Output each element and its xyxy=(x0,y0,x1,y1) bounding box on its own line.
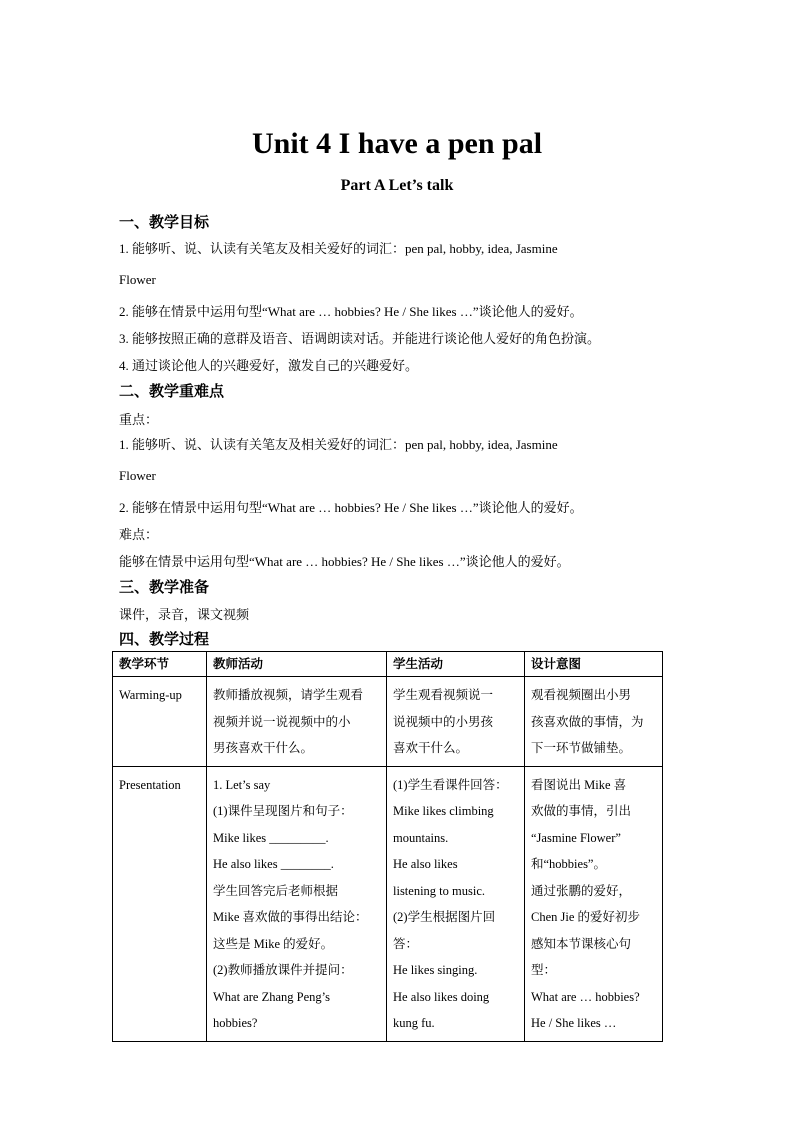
cell-line: listening to music. xyxy=(393,883,486,898)
cell-line: What are … hobbies? xyxy=(531,989,640,1004)
difficult-text: 能够在情景中运用句型“What are … hobbies? He / She likes …”谈论他人的爱好。 xyxy=(119,554,570,569)
table-row xyxy=(113,677,663,767)
objective-item: 4. 通过谈论他人的兴趣爱好，激发自己的兴趣爱好。 xyxy=(119,358,419,373)
student-cell xyxy=(387,766,525,1041)
objective-item: 2. 能够在情景中运用句型“What are … hobbies? He / She likes …”谈论他人的爱好。 xyxy=(119,304,583,319)
cell-line: 男孩喜欢干什么。 xyxy=(213,741,314,755)
cell-line: 说视频中的小男孩 xyxy=(393,714,494,729)
document-title: Unit 4 I have a pen pal xyxy=(251,127,543,160)
cell-line: What are Zhang Peng’s xyxy=(213,989,330,1004)
objective-item: 3. 能够按照正确的意群及语音、语调朗读对话。并能进行谈论他人爱好的角色扮演。 xyxy=(119,331,601,346)
cell-line: 下一环节做铺垫。 xyxy=(531,741,632,755)
cell-line: 这些是 Mike 的爱好。 xyxy=(213,936,334,951)
cell-line: Mike likes climbing xyxy=(393,804,494,818)
purpose-cell xyxy=(525,677,663,767)
cell-line: kung fu. xyxy=(393,1016,435,1030)
section-heading-process: 四、教学过程 xyxy=(119,630,210,648)
cell-line: Mike 喜欢做的事得出结论： xyxy=(213,910,368,924)
cell-line: 1. Let’s say xyxy=(213,777,271,792)
document-subtitle: Part A Let’s talk xyxy=(340,177,454,194)
cell-line: Chen Jie 的爱好初步 xyxy=(531,910,641,924)
stage-text: Warming-up xyxy=(119,688,182,702)
key-item: Flower xyxy=(119,468,156,483)
cell-line: He likes singing. xyxy=(393,963,478,977)
table-header-cell: 设计意图 xyxy=(525,652,663,677)
purpose-cell xyxy=(525,766,663,1041)
cell-line: (1)课件呈现图片和句子： xyxy=(213,804,353,818)
process-table xyxy=(112,651,663,1042)
table-header-cell: 教学环节 xyxy=(113,652,207,677)
cell-line: 学生回答完后老师根据 xyxy=(213,883,339,898)
cell-line: He / She likes … xyxy=(531,1016,617,1030)
cell-line: 欢做的事情，引出 xyxy=(531,804,632,818)
cell-line: 和“hobbies”。 xyxy=(531,857,606,871)
cell-line: 喜欢干什么。 xyxy=(393,741,469,755)
key-label: 重点： xyxy=(119,412,159,427)
teacher-cell xyxy=(207,677,387,767)
cell-line: (2)学生根据图片回 xyxy=(393,910,496,924)
objective-item: 1. 能够听、说、认读有关笔友及相关爱好的词汇：pen pal, hobby, idea, Jasmine xyxy=(119,241,558,256)
preparation-text: 课件，录音，课文视频 xyxy=(119,607,250,622)
section-heading-preparation: 三、教学准备 xyxy=(119,578,210,596)
section-heading-objectives: 一、教学目标 xyxy=(119,213,210,231)
key-item: 2. 能够在情景中运用句型“What are … hobbies? He / She likes …”谈论他人的爱好。 xyxy=(119,500,583,515)
difficult-label: 难点： xyxy=(119,527,159,542)
cell-line: 孩喜欢做的事情，为 xyxy=(531,714,644,729)
cell-line: (1)学生看课件回答： xyxy=(393,777,508,792)
cell-line: 通过张鹏的爱好， xyxy=(531,883,632,898)
cell-line: 看图说出 Mike 喜 xyxy=(531,777,627,792)
stage-cell xyxy=(113,677,207,767)
cell-line: hobbies? xyxy=(213,1016,258,1030)
cell-line: He also likes doing xyxy=(393,989,490,1004)
table-header-cell: 学生活动 xyxy=(387,652,525,677)
table-header-cell: 教师活动 xyxy=(207,652,387,677)
student-cell xyxy=(387,677,525,767)
stage-cell xyxy=(113,766,207,1041)
cell-line: 答： xyxy=(393,936,419,951)
table-row xyxy=(113,766,663,1041)
cell-line: 型： xyxy=(531,963,557,977)
cell-line: “Jasmine Flower” xyxy=(531,830,621,845)
cell-line: (2)教师播放课件并提问： xyxy=(213,963,353,977)
objective-item: Flower xyxy=(119,272,156,287)
cell-line: Mike likes _________. xyxy=(213,830,329,845)
cell-line: 学生观看视频说一 xyxy=(393,688,494,702)
cell-line: 视频并说一说视频中的小 xyxy=(213,714,351,729)
cell-line: 观看视频圈出小男 xyxy=(531,688,632,702)
cell-line: 感知本节课核心句 xyxy=(531,936,632,951)
teacher-cell xyxy=(207,766,387,1041)
stage-text: Presentation xyxy=(119,777,181,792)
cell-line: 教师播放视频，请学生观看 xyxy=(213,688,364,702)
cell-line: mountains. xyxy=(393,830,449,845)
key-item: 1. 能够听、说、认读有关笔友及相关爱好的词汇：pen pal, hobby, idea, Jasmine xyxy=(119,437,558,452)
cell-line: He also likes xyxy=(393,857,458,871)
table-header-row xyxy=(113,652,663,677)
cell-line: He also likes ________. xyxy=(213,857,334,871)
section-heading-key-points: 二、教学重难点 xyxy=(119,382,225,400)
